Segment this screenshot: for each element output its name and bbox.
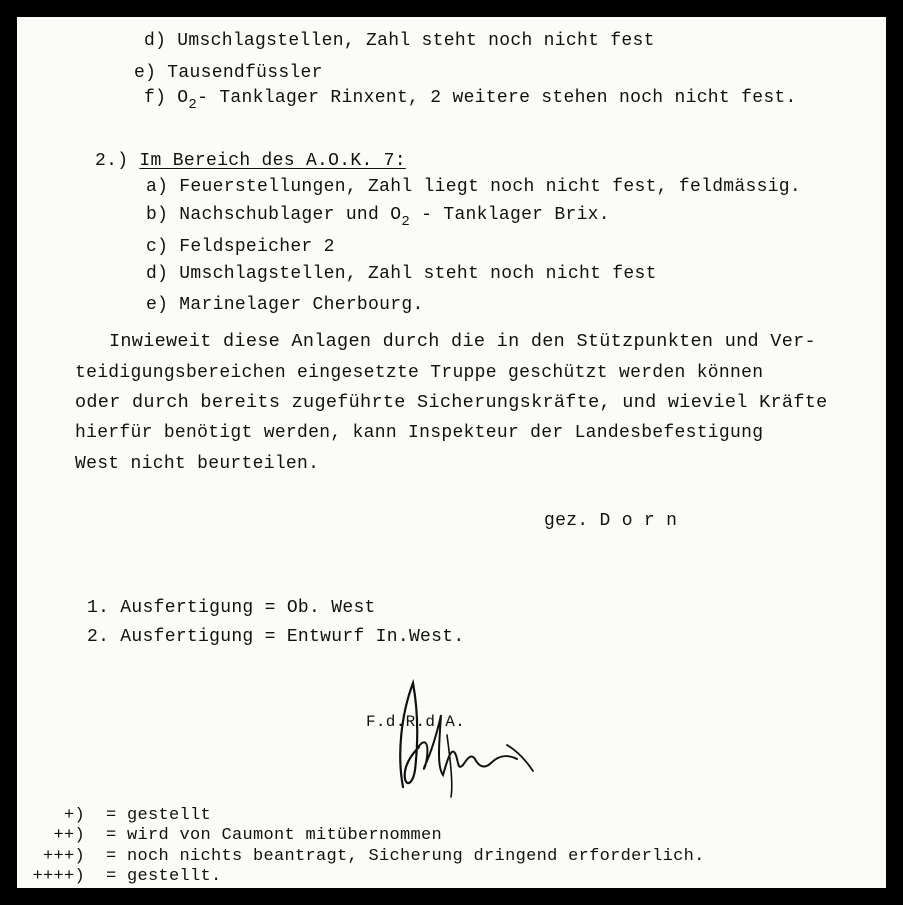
footnote-text: = wird von Caumont mitübernommen: [106, 826, 443, 845]
footnote-mark: ++++): [32, 867, 85, 886]
footnote-text: = gestellt: [106, 806, 212, 825]
copy-line: 2. Ausfertigung = Entwurf In.West.: [87, 627, 465, 647]
section-item-b-pre: b) Nachschublager und O: [146, 205, 402, 225]
section-item-c: c) Feldspeicher 2: [146, 237, 335, 257]
subscript: 2: [188, 97, 198, 113]
section-item-b-post: - Tanklager Brix.: [410, 205, 610, 225]
section-heading: [95, 150, 406, 172]
paragraph-line: teidigungsbereichen eingesetzte Truppe geschützt werden können: [75, 363, 764, 383]
paragraph-line: hierfür benötigt werden, kann Inspekteur der Landesbefestigung: [75, 423, 764, 443]
footnote-mark: ++): [53, 826, 85, 845]
list-item-e: e) Tausendfüssler: [134, 63, 323, 83]
list-item-f: [144, 87, 797, 113]
fdrda-label: F.d.R.d.A.: [366, 713, 466, 731]
handwritten-signature: [367, 675, 537, 805]
paragraph-line: West nicht beurteilen.: [75, 454, 320, 474]
footnote-text: = noch nichts beantragt, Sicherung dringend erforderlich.: [106, 847, 705, 866]
section-title: Im Bereich des A.O.K. 7:: [139, 151, 406, 171]
list-item-f-pre: f) O: [144, 88, 189, 108]
footnote-text: = gestellt.: [106, 867, 222, 886]
paragraph-line: oder durch bereits zugeführte Sicherungskräfte, und wieviel Kräfte: [75, 392, 828, 413]
footnote-mark: +++): [42, 847, 85, 866]
signed-by: gez. D o r n: [544, 511, 678, 531]
section-item-a: a) Feuerstellungen, Zahl liegt noch nicht fest, feldmässig.: [146, 177, 802, 197]
section-item-d: d) Umschlagstellen, Zahl steht noch nicht fest: [146, 264, 657, 284]
list-item-d: d) Umschlagstellen, Zahl steht noch nicht fest: [144, 31, 655, 51]
section-item-b: [146, 204, 610, 230]
document-page: [17, 17, 886, 888]
paragraph-line: Inwieweit diese Anlagen durch die in den Stützpunkten und Ver-: [109, 331, 816, 352]
section-number: 2.): [95, 151, 140, 171]
footnote-mark: +): [63, 806, 85, 825]
subscript: 2: [401, 214, 411, 230]
section-item-e: e) Marinelager Cherbourg.: [146, 295, 424, 315]
list-item-f-post: - Tanklager Rinxent, 2 weitere stehen noch nicht fest.: [197, 88, 797, 108]
copy-line: 1. Ausfertigung = Ob. West: [87, 598, 376, 618]
